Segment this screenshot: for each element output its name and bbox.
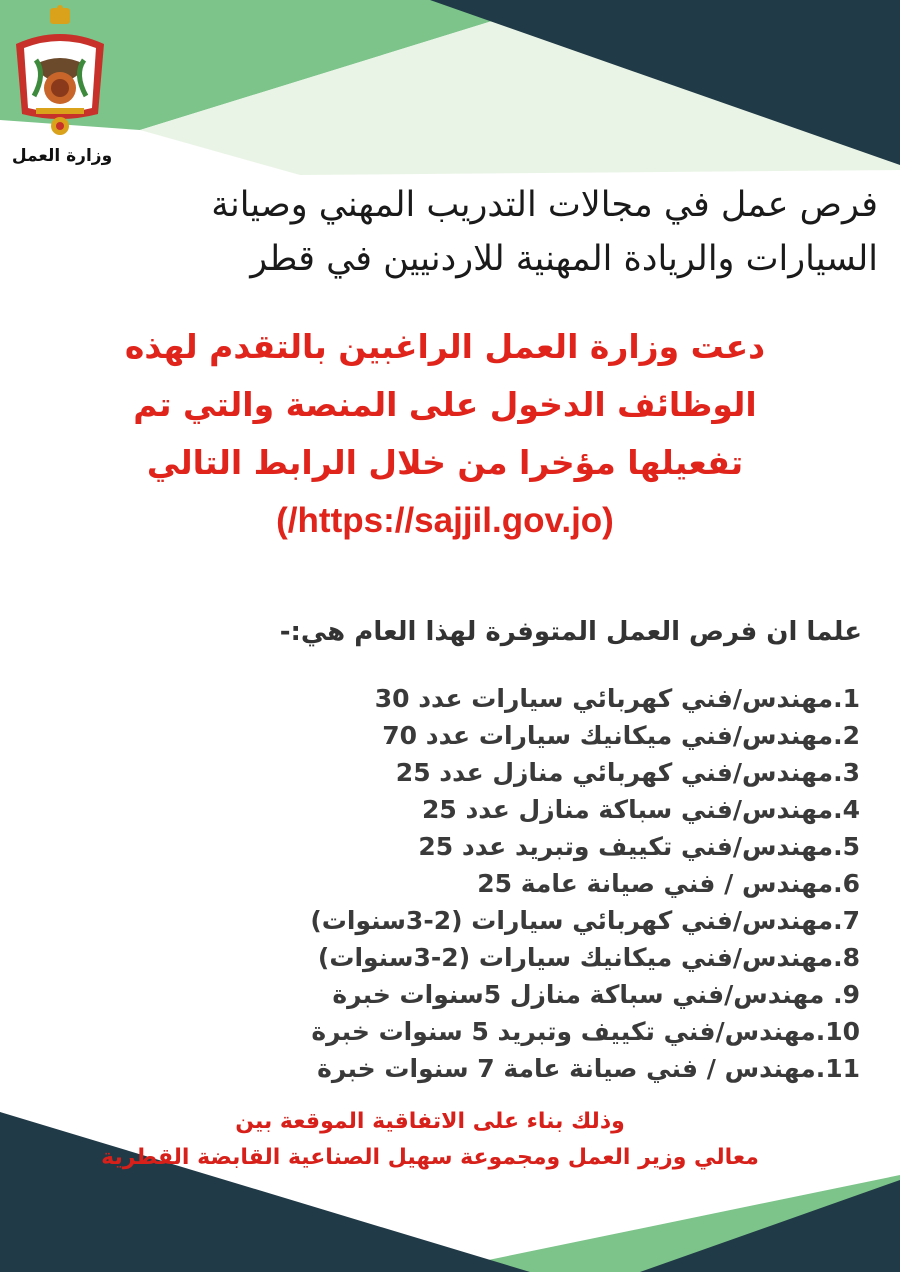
page-title — [40, 178, 878, 286]
list-item: 7.مهندس/فني كهربائي سيارات (2-3سنوات) — [310, 906, 860, 935]
list-item: 10.مهندس/فني تكييف وتبريد 5 سنوات خبرة — [311, 1017, 860, 1046]
list-item: 11.مهندس / فني صيانة عامة 7 سنوات خبرة — [317, 1054, 860, 1083]
invitation-line-1: دعت وزارة العمل الراغبين بالتقدم لهذه — [124, 327, 766, 366]
list-item: 6.مهندس / فني صيانة عامة 25 — [477, 869, 860, 898]
agreement-note — [40, 1104, 820, 1176]
list-item: 1.مهندس/فني كهربائي سيارات عدد 30 — [374, 684, 860, 713]
invitation-line-2: الوظائف الدخول على المنصة والتي تم — [133, 385, 757, 424]
list-item: 5.مهندس/فني تكييف وتبريد عدد 25 — [418, 832, 860, 861]
invitation-line-3: تفعيلها مؤخرا من خلال الرابط التالي — [146, 443, 744, 482]
invitation-text — [40, 318, 850, 550]
list-item: 4.مهندس/فني سباكة منازل عدد 25 — [421, 795, 860, 824]
title-line-2: السيارات والريادة المهنية للاردنيين في قطر — [250, 239, 878, 279]
list-item: 9. مهندس/فني سباكة منازل 5سنوات خبرة — [332, 980, 860, 1009]
jordan-coat-of-arms-icon — [6, 4, 114, 144]
jobs-list — [40, 680, 860, 1087]
registration-link[interactable]: (/https://sajjil.gov.jo) — [276, 501, 614, 540]
list-item: 8.مهندس/فني ميكانيك سيارات (2-3سنوات) — [317, 943, 860, 972]
jobs-intro: علما ان فرص العمل المتوفرة لهذا العام هي:- — [279, 617, 862, 647]
agreement-line-1: وذلك بناء على الاتفاقية الموقعة بين — [235, 1109, 625, 1134]
ministry-label: وزارة العمل — [11, 146, 113, 166]
title-line-1: فرص عمل في مجالات التدريب المهني وصيانة — [211, 185, 878, 225]
agreement-line-2: معالي وزير العمل ومجموعة سهيل الصناعية القابضة القطرية — [101, 1145, 759, 1170]
list-item: 3.مهندس/فني كهربائي منازل عدد 25 — [395, 758, 860, 787]
list-item: 2.مهندس/فني ميكانيك سيارات عدد 70 — [382, 721, 860, 750]
